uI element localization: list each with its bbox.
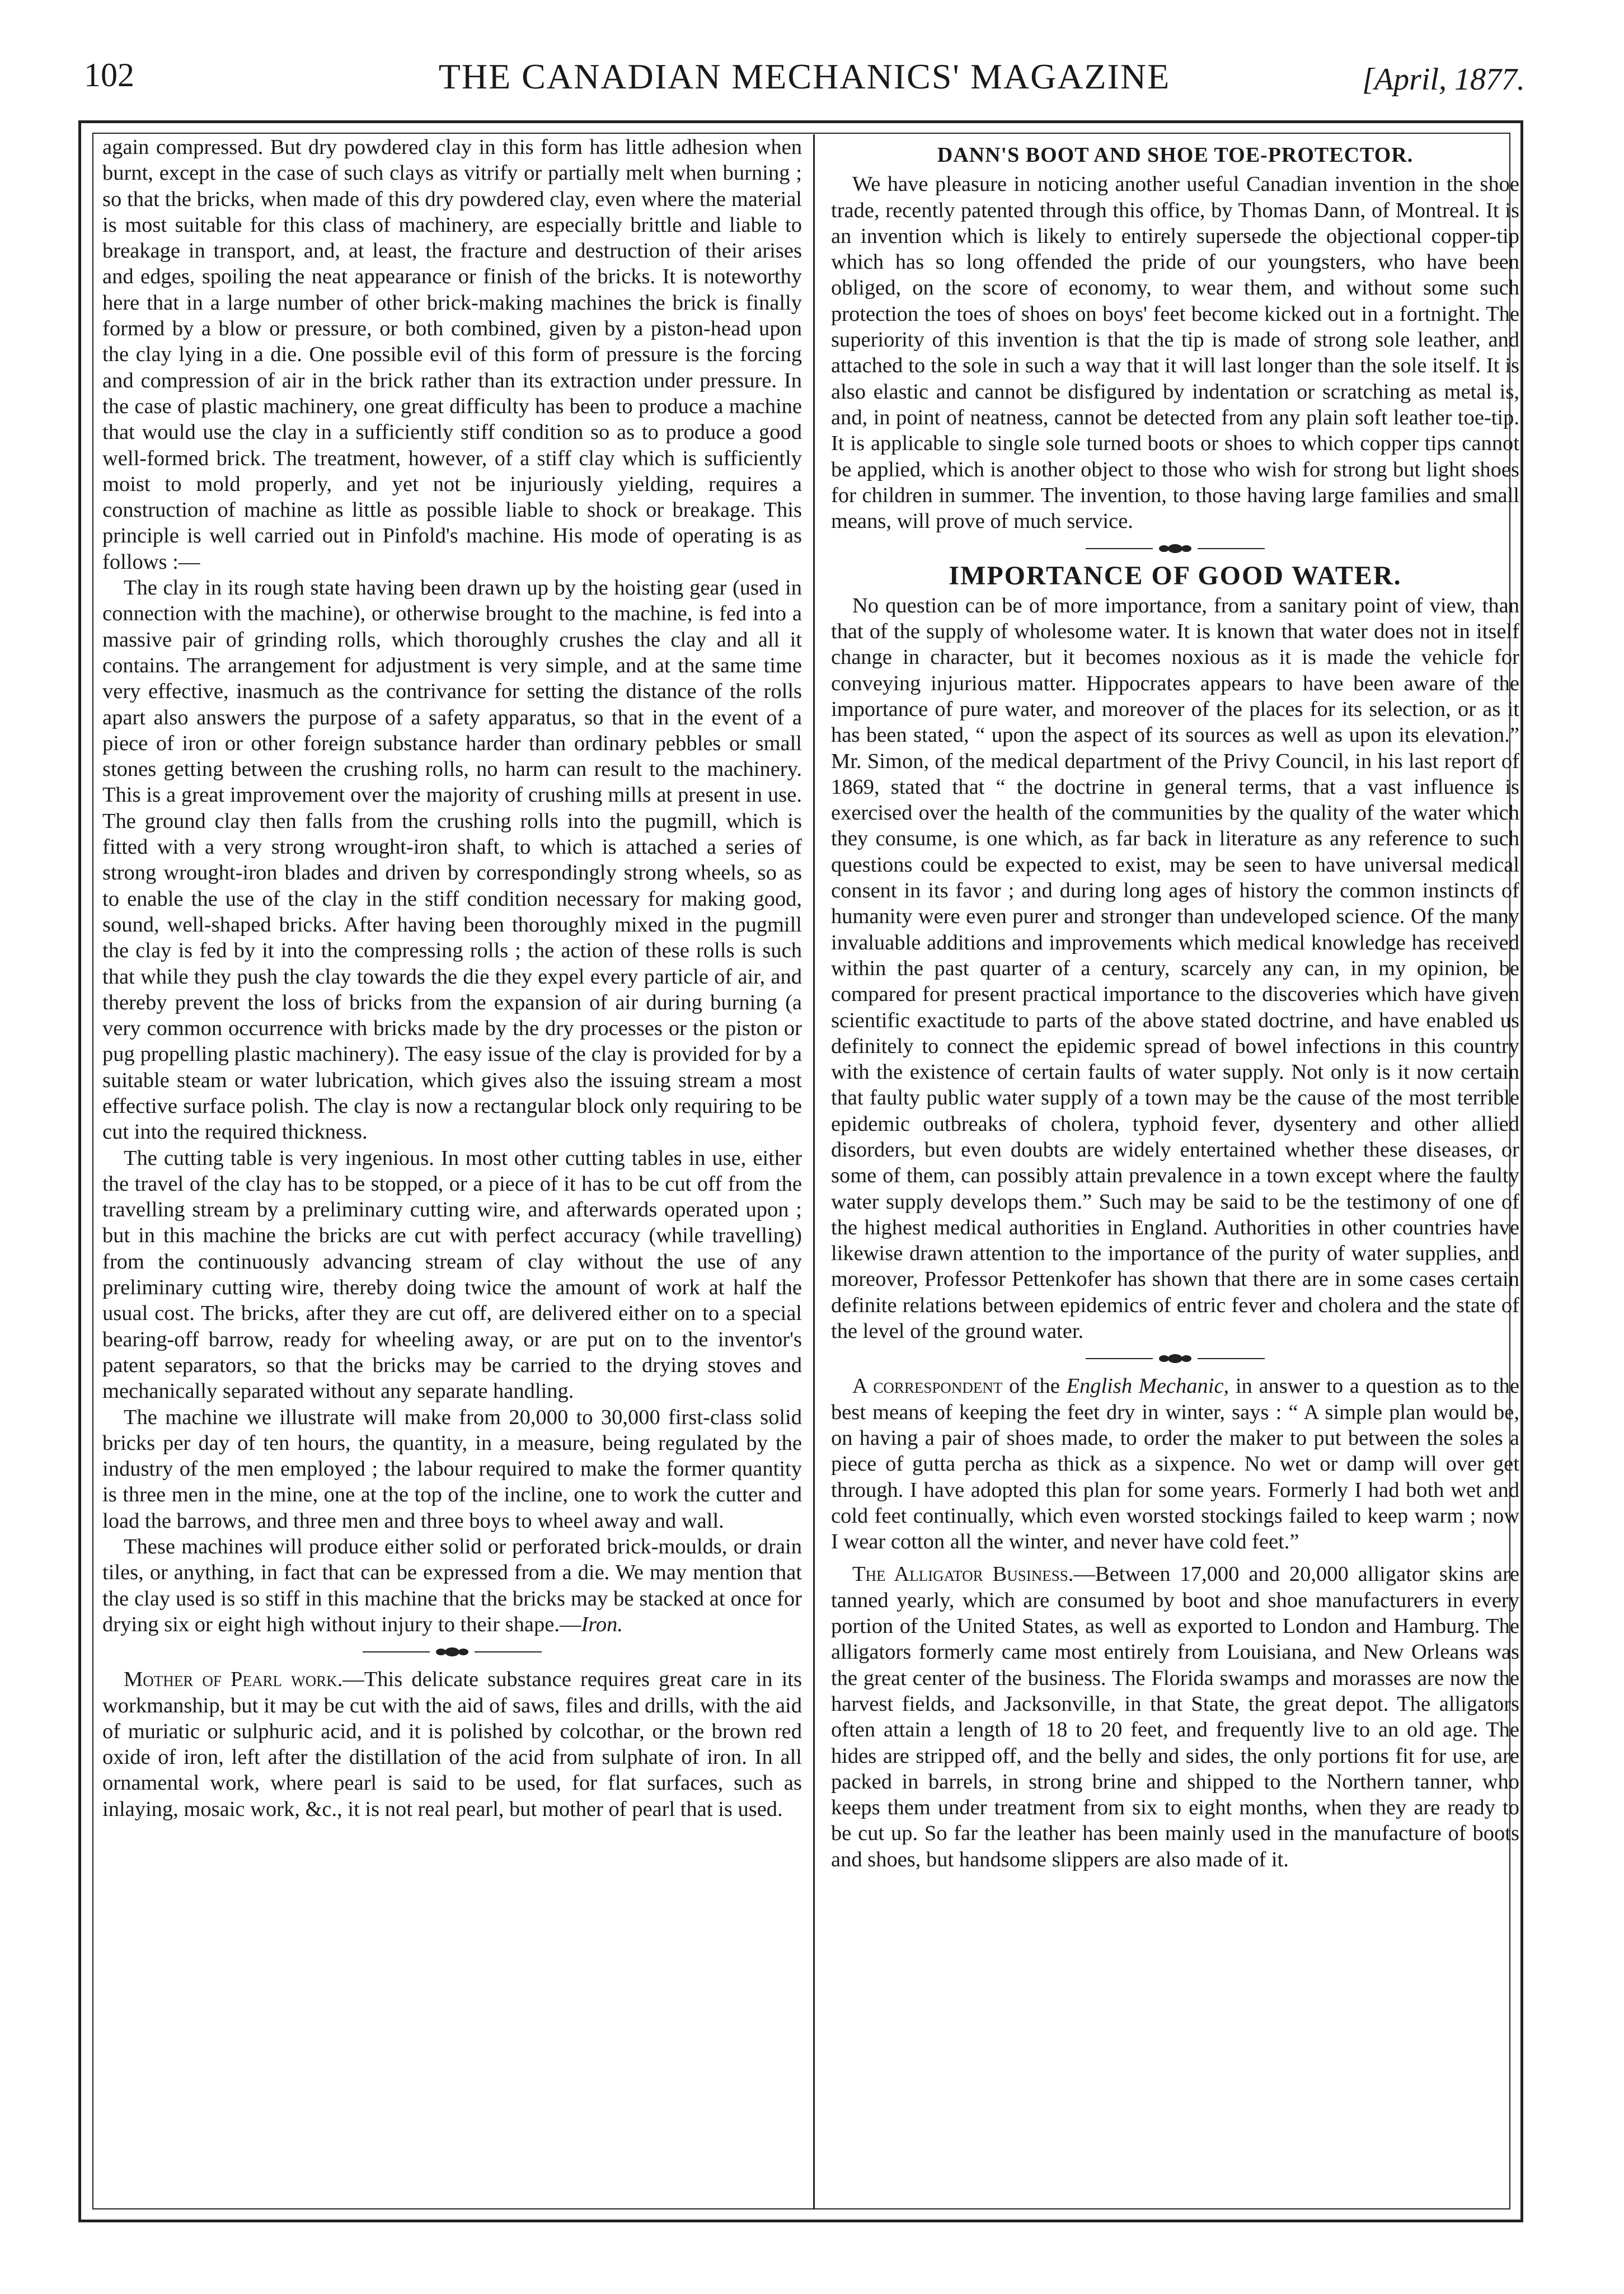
- article-paragraph: No question can be of more importance, from a sanitary point of view, than that of the supply of wholesome water. It is known that water does not in itself change in character, but it becomes noxious as it is made the vehicle for conveying injurious matter. Hippocrates appears to have been aware of the importance of pure water, and moreover of the places for its selection, or as it has been stated, “ upon the aspect of its sources as well as upon its elevation.” Mr. Simon, of the medical department of the Privy Council, in his last report of 1869, stated that “ the doctrine in general terms, that a vast influence is exercised over the health of the communities by the quality of the water which they consume, is one which, as far back in literature as any reference to such questions could be expected to exist, may be seen to have universal medical consent in its favor ; and during long ages of history the common instincts of humanity were even purer and stronger than undeveloped science. Of the many invaluable additions and improvements which medical knowledge has received within the past quarter of a century, scarcely any can, in my opinion, be compared for present practical importance to the discoveries which have given scientific exactitude to parts of the above stated doctrine, and have enabled us definitely to connect the epidemic spread of bowel infections in this country with the existence of certain faults of water supply. Not only is it now certain that faulty public water supply of a town may be the cause of the most terrible epidemic outbreaks of cholera, typhoid fever, dysentery and other allied disorders, but even doubts are widely entertained whether these diseases, or some of them, can possibly attain prevalence in a town except where the faulty water supply develops them.” Such may be said to be the testimony of one of the highest medical authorities in England. Authorities in other countries have likewise drawn attention to the importance of the purity of water supplies, and moreover, Professor Pettenkofer has shown that there are in some cases certain definite relations between epidemics of entric fever and cholera and the state of the level of the ground water.: [831, 593, 1519, 1343]
- page-header: [84, 56, 1525, 112]
- article-paragraph: again compressed. But dry powdered clay in this form has little adhesion when burnt, except in the case of such clays as vitrify or partially melt when burning ; so that the bricks, when made of this dry powdered clay, even where the material is most suitable for this class of machinery, are especially brittle and liable to breakage in transport, and, at least, the fracture and destruction of their arises and edges, spoiling the neat appearance or finish of the bricks. It is noteworthy here that in a large number of other brick-making machines the brick is finally formed by a blow or pressure, or both combined, given by a piston-head upon the clay lying in a die. One possible evil of this form of pressure is the forcing and compression of air in the brick rather than its extraction under pressure. In the case of plastic machinery, one great difficulty has been to produce a machine that would use the clay in a sufficiently stiff condition so as to produce a good well-formed brick. The treatment, however, of a stiff clay which is sufficiently moist to mold properly, and yet not be injuriously yielding, requires a construction of machine as little as possible liable to shock or breakage. This principle is well carried out in Pinfold's machine. His mode of operating is as follows :—: [102, 135, 802, 574]
- item-lead: The Alligator Business.: [852, 1562, 1074, 1586]
- article-paragraph: The machine we illustrate will make from 20,000 to 30,000 first-class solid bricks per day of ten hours, the quantity, in a measure, being regulated by the industry of the men employed ; the labour required to make the former quantity is three men in the mine, one at the top of the incline, one to work the cutter and load the barrows, and three men and three boys to wheel away and wall.: [102, 1405, 802, 1533]
- magazine-title: THE CANADIAN MECHANICS' MAGAZINE: [438, 57, 1171, 96]
- column-divider: [813, 134, 815, 2208]
- right-column: [831, 134, 1519, 1872]
- ornament-divider: [1086, 1353, 1265, 1364]
- section-title: DANN'S BOOT AND SHOE TOE-PROTECTOR.: [937, 143, 1414, 167]
- item-lead: A correspondent: [852, 1374, 1003, 1398]
- issue-date: [April, 1877.: [1362, 62, 1525, 97]
- item-text: —This delicate substance requires great care in its workmanship, but it may be cut with the aid of saws, files and drills, with the aid of muriatic or sulphuric acid, and it is polished by colcothar, or the brown red oxide of iron, left after the distillation of the acid from sulphate of iron. In all ornamental work, where pearl is said to be used, for flat surfaces, such as inlaying, mosaic work, &c., it is not real pearl, but mother of pearl that is used.: [102, 1668, 802, 1821]
- correspondent-item: [831, 1373, 1519, 1555]
- ornament-divider: [363, 1646, 542, 1658]
- page-number: 102: [84, 57, 134, 93]
- item-lead: Mother of Pearl work.: [124, 1668, 343, 1692]
- article-paragraph: The clay in its rough state having been drawn up by the hoisting gear (used in connection with the machine), or otherwise brought to the machine, is fed into a massive pair of grinding rolls, which thoroughly crushes the clay and all it contains. The arrangement for adjustment is very simple, and at the same time very effective, inasmuch as the contrivance for setting the distance of the rolls apart also answers the purpose of a safety apparatus, so that in the event of a piece of iron or other foreign substance harder than ordinary pebbles or small stones getting between the crushing rolls, no harm can result to the machinery. This is a great improvement over the majority of crushing mills at present in use. The ground clay then falls from the crushing rolls into the pugmill, which is fitted with a very strong wrought-iron shaft, to which is attached a series of strong wrought-iron blades and driven by correspondingly strong wheels, so as to enable the use of the clay in the stiff condition necessary for making good, sound, well-shaped bricks. After having been thoroughly mixed in the pugmill the clay is fed by it into the compressing rolls ; the action of these rolls is such that while they push the clay towards the die they expel every particle of air, and thereby prevent the loss of bricks from the expansion of air during burning (a very common occurrence with bricks made by the dry processes or the piston or pug propelling plastic machinery). The easy issue of the clay is provided for by a suitable steam or water lubrication, which gives also the issuing stream a most effective surface polish. The clay is now a rectangular block only requiring to be cut into the required thickness.: [102, 576, 802, 1144]
- article-paragraph: [102, 1534, 802, 1637]
- article-paragraph: We have pleasure in noticing another useful Canadian invention in the shoe trade, recently patented through this office, by Thomas Dann, of Montreal. It is an invention which is likely to entirely supersede the objectional copper-tip which has so long offended the pride of our youngsters, who have been obliged, on the score of economy, to wear them, and without some such protection the toes of shoes on boys' feet become kicked out in a fortnight. The superiority of this invention is that the tip is made of strong sole leather, and attached to the sole in such a way that it will last longer than the sole itself. It is also elastic and cannot be disfigured by indentation or scratching as metal is, and, in point of neatness, cannot be detected from any plain soft leather toe-tip. It is applicable to single sole turned boots or shoes to which copper tips cannot be applied, which is another object to those who wish for strong but light shoes for children in summer. The invention, to those having large families and small means, will prove of much service.: [831, 172, 1519, 533]
- ornament-divider: [1086, 543, 1265, 554]
- source-citation: Iron.: [581, 1612, 623, 1636]
- paragraph-text: These machines will produce either solid or perforated brick-moulds, or drain tiles, or anything, in fact that can be expressed from a die. We may mention that the clay used is so stiff in this machine that the bricks may be stacked at once for drying six or eight high without injury to their shape.—: [102, 1535, 802, 1636]
- mother-of-pearl-item: [102, 1666, 802, 1822]
- publication-name: English Mechanic,: [1066, 1374, 1229, 1398]
- alligator-item: [831, 1561, 1519, 1872]
- article-paragraph: The cutting table is very ingenious. In most other cutting tables in use, either the travel of the clay has to be stopped, or a piece of it has to be cut off from the travelling stream by a preliminary cutting wire, and afterwards operated upon ; but in this machine the bricks are cut with perfect accuracy (while travelling) from the continuously advancing stream of clay without the use of any preliminary cutting wire, thereby doing twice the amount of work at half the usual cost. The bricks, after they are cut off, are delivered either on to a special bearing-off barrow, ready for wheeling away, or are put on to the inventor's patent separators, so that the bricks may be carried to the drying stoves and mechanically separated without any separate handling.: [102, 1146, 802, 1403]
- item-text: in answer to a question as to the best means of keeping the feet dry in winter, says : “ A simple plan would be, on having a pair of shoes made, to order the maker to put between the soles a piece of gutta percha as thick as a sixpence. No wet or damp will over get through. I have adopted this plan for some years. Formerly I had both wet and cold feet continually, which even worsted stockings failed to keep warm ; now I wear cotton all the winter, and never have cold feet.”: [831, 1374, 1519, 1554]
- section-title: IMPORTANCE OF GOOD WATER.: [949, 561, 1402, 591]
- item-text: —Between 17,000 and 20,000 alligator skins are tanned yearly, which are consumed by boot and shoe manufacturers in every portion of the United States, as well as exported to London and Hamburg. The alligators formerly came most entirely from Louisiana, and New Orleans was the great center of the business. The Florida swamps and morasses are now the harvest fields, and Jacksonville, in that State, the great depot. The alligators often attain a length of 18 to 20 feet, and frequently live to an old age. The hides are stripped off, and the belly and sides, the only portions fit for use, are packed in barrels, in strong brine and shipped to the Northern tanner, who keeps them under treatment from six to eight months, when they are ready to be cut up. So far the leather has been mainly used in the manufacture of boots and shoes, but handsome slippers are also made of it.: [831, 1562, 1519, 1871]
- item-text: of the: [1002, 1374, 1067, 1398]
- left-column: [102, 134, 802, 1822]
